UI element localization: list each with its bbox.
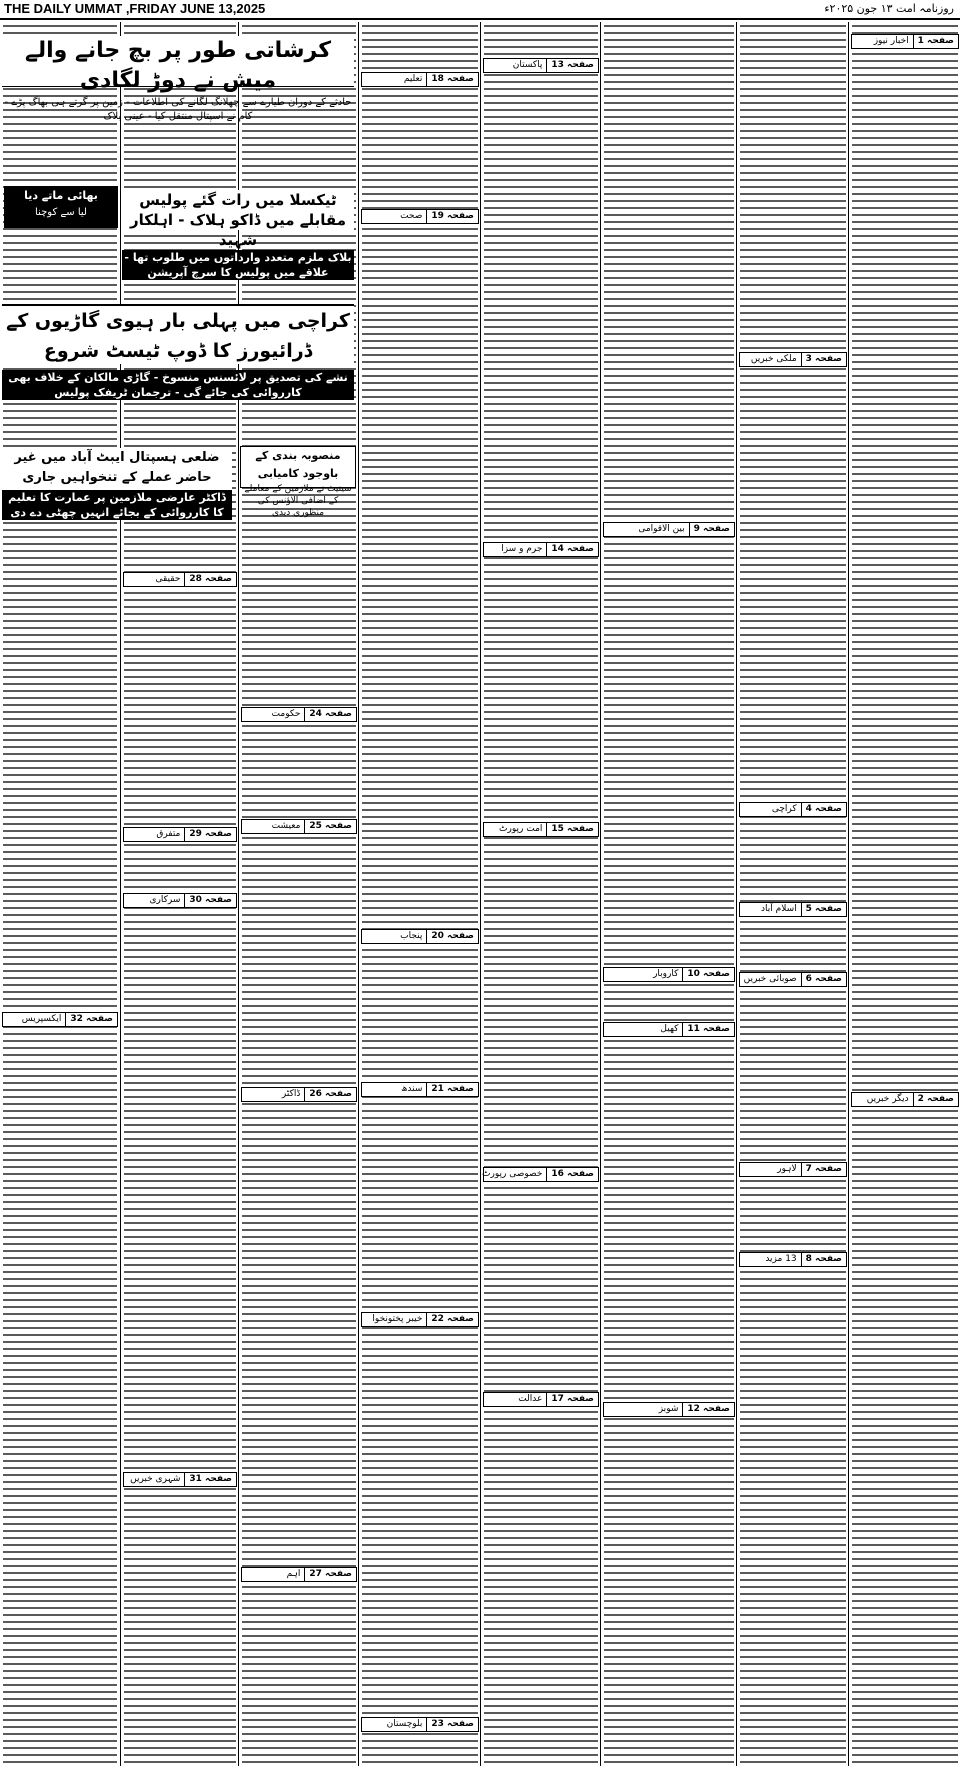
masthead-english-title: THE DAILY UMMAT ,FRIDAY JUNE 13,2025 (4, 1, 266, 16)
section-tag-32: صفحہ 32 ایکسپریس (2, 1012, 118, 1027)
column-7 (120, 22, 239, 1766)
section-tag-9: صفحہ 9 بین الاقوامی (603, 522, 735, 537)
taxila-subhead: بلاک ملزم متعدد وارداتوں میں طلوب تھا - علاقے میں پولیس کا سرچ آپریشن (122, 250, 354, 280)
section-tag-2: صفحہ 2 دیگر خبریں (851, 1092, 959, 1107)
main-headline-subtext: حادثے کے دوران طیارے سے چھلانگ لگانے کی اطلاعات - زمین پر گرتے ہی بھاگ پڑے - کام نے اسپتال منتقل کیا - عینی بلاک (4, 97, 352, 122)
column-2 (736, 22, 849, 1766)
section-tag-30: صفحہ 30 سرکاری (123, 893, 237, 908)
karachi-headline (2, 304, 354, 399)
section-tag-27: صفحہ 27 اہم (241, 1567, 357, 1582)
hospital-headline-text: ضلعی ہسپتال ایبٹ آباد میں غیر حاضر عملے کے تنخواہیں جاری (14, 450, 220, 485)
section-tag-22: صفحہ 22 خیبر پختونخوا (361, 1312, 479, 1327)
section-tag-26: صفحہ 26 ڈاکٹر (241, 1087, 357, 1102)
hospital-subhead: ڈاکٹر عارضی ملازمین پر عمارت کا تعلیم کا کارروائی کے بجائے انہیں چھٹی دے دی (2, 490, 232, 520)
section-tag-25: صفحہ 25 معیشت (241, 819, 357, 834)
main-headline-text: کرشاتی طور پر بچ جانے والے میش نے دوڑ لگادی (24, 38, 332, 93)
taxila-headline-text: ٹیکسلا میں رات گئے پولیس مقابلے میں ڈاکو ہلاک - اہلکار شہید (129, 191, 347, 249)
section-tag-6: صفحہ 6 صوبائی خبریں (739, 972, 847, 987)
section-tag-3: صفحہ 3 ملکی خبریں (739, 352, 847, 367)
section-tag-11: صفحہ 11 کھیل (603, 1022, 735, 1037)
section-tag-7: صفحہ 7 لاہور (739, 1162, 847, 1177)
inset-box-line2: لیا سے کوچنا (35, 207, 87, 218)
inset-black-box (4, 186, 118, 228)
karachi-headline-text: کراچی میں پہلی بار ہیوی گاڑیوں کے ڈرائیورز کا ڈوپ ٹیسٹ شروع (6, 310, 350, 362)
section-tag-5: صفحہ 5 اسلام آباد (739, 902, 847, 917)
column-5 (358, 22, 481, 1766)
section-tag-13: صفحہ 13 پاکستان (483, 58, 599, 73)
column-1 (848, 22, 961, 1766)
hospital-headline (2, 448, 232, 519)
section-tag-14: صفحہ 14 جرم و سزا (483, 542, 599, 557)
masthead (0, 0, 960, 20)
section-tag-28: صفحہ 28 حقیقی (123, 572, 237, 587)
section-tag-20: صفحہ 20 پنجاب (361, 929, 479, 944)
section-tag-15: صفحہ 15 امت رپورٹ (483, 822, 599, 837)
section-tag-18: صفحہ 18 تعلیم (361, 72, 479, 87)
section-tag-31: صفحہ 31 شہری خبریں (123, 1472, 237, 1487)
section-tag-29: صفحہ 29 متفرق (123, 827, 237, 842)
section-tag-4: صفحہ 4 کراچی (739, 802, 847, 817)
section-tag-24: صفحہ 24 حکومت (241, 707, 357, 722)
mid-box (240, 446, 356, 518)
section-tag-12: صفحہ 12 شوبز (603, 1402, 735, 1417)
inset-box-line1: بھائی ماتے دیا (24, 189, 98, 202)
section-tag-23: صفحہ 23 بلوچستان (361, 1717, 479, 1732)
section-tag-21: صفحہ 21 سندھ (361, 1082, 479, 1097)
section-tag-16: صفحہ 16 خصوصی رپورٹ (483, 1167, 599, 1182)
mid-box-sub: سینیٹ نے ملازمین کے معاملے کے اضافی الاؤنس کی منظوری دیدی (244, 484, 352, 518)
karachi-subhead: نشے کی تصدیق پر لائسنس منسوخ - گاڑی مالکان کے خلاف بھی کارروائی کی جائے گی - ترجمان ٹریفک پولیس (2, 370, 354, 400)
section-tag-10: صفحہ 10 کاروبار (603, 967, 735, 982)
mid-box-title: منصوبہ بندی کے باوجود کامیابی (255, 449, 341, 480)
section-tag-17: صفحہ 17 عدالت (483, 1392, 599, 1407)
column-8 (0, 22, 120, 1766)
main-headline (2, 36, 354, 122)
taxila-headline (122, 190, 354, 279)
section-tag-19: صفحہ 19 صحت (361, 209, 479, 224)
section-tag-8: صفحہ 8 13 مزید (739, 1252, 847, 1267)
column-6 (238, 22, 359, 1766)
masthead-urdu-title: روزنامہ امت ۱۳ جون ۲۰۲۵ء (824, 2, 954, 15)
column-4 (480, 22, 601, 1766)
column-3 (600, 22, 737, 1766)
section-tag-1: صفحہ 1 اخبار نیوز (851, 34, 959, 49)
